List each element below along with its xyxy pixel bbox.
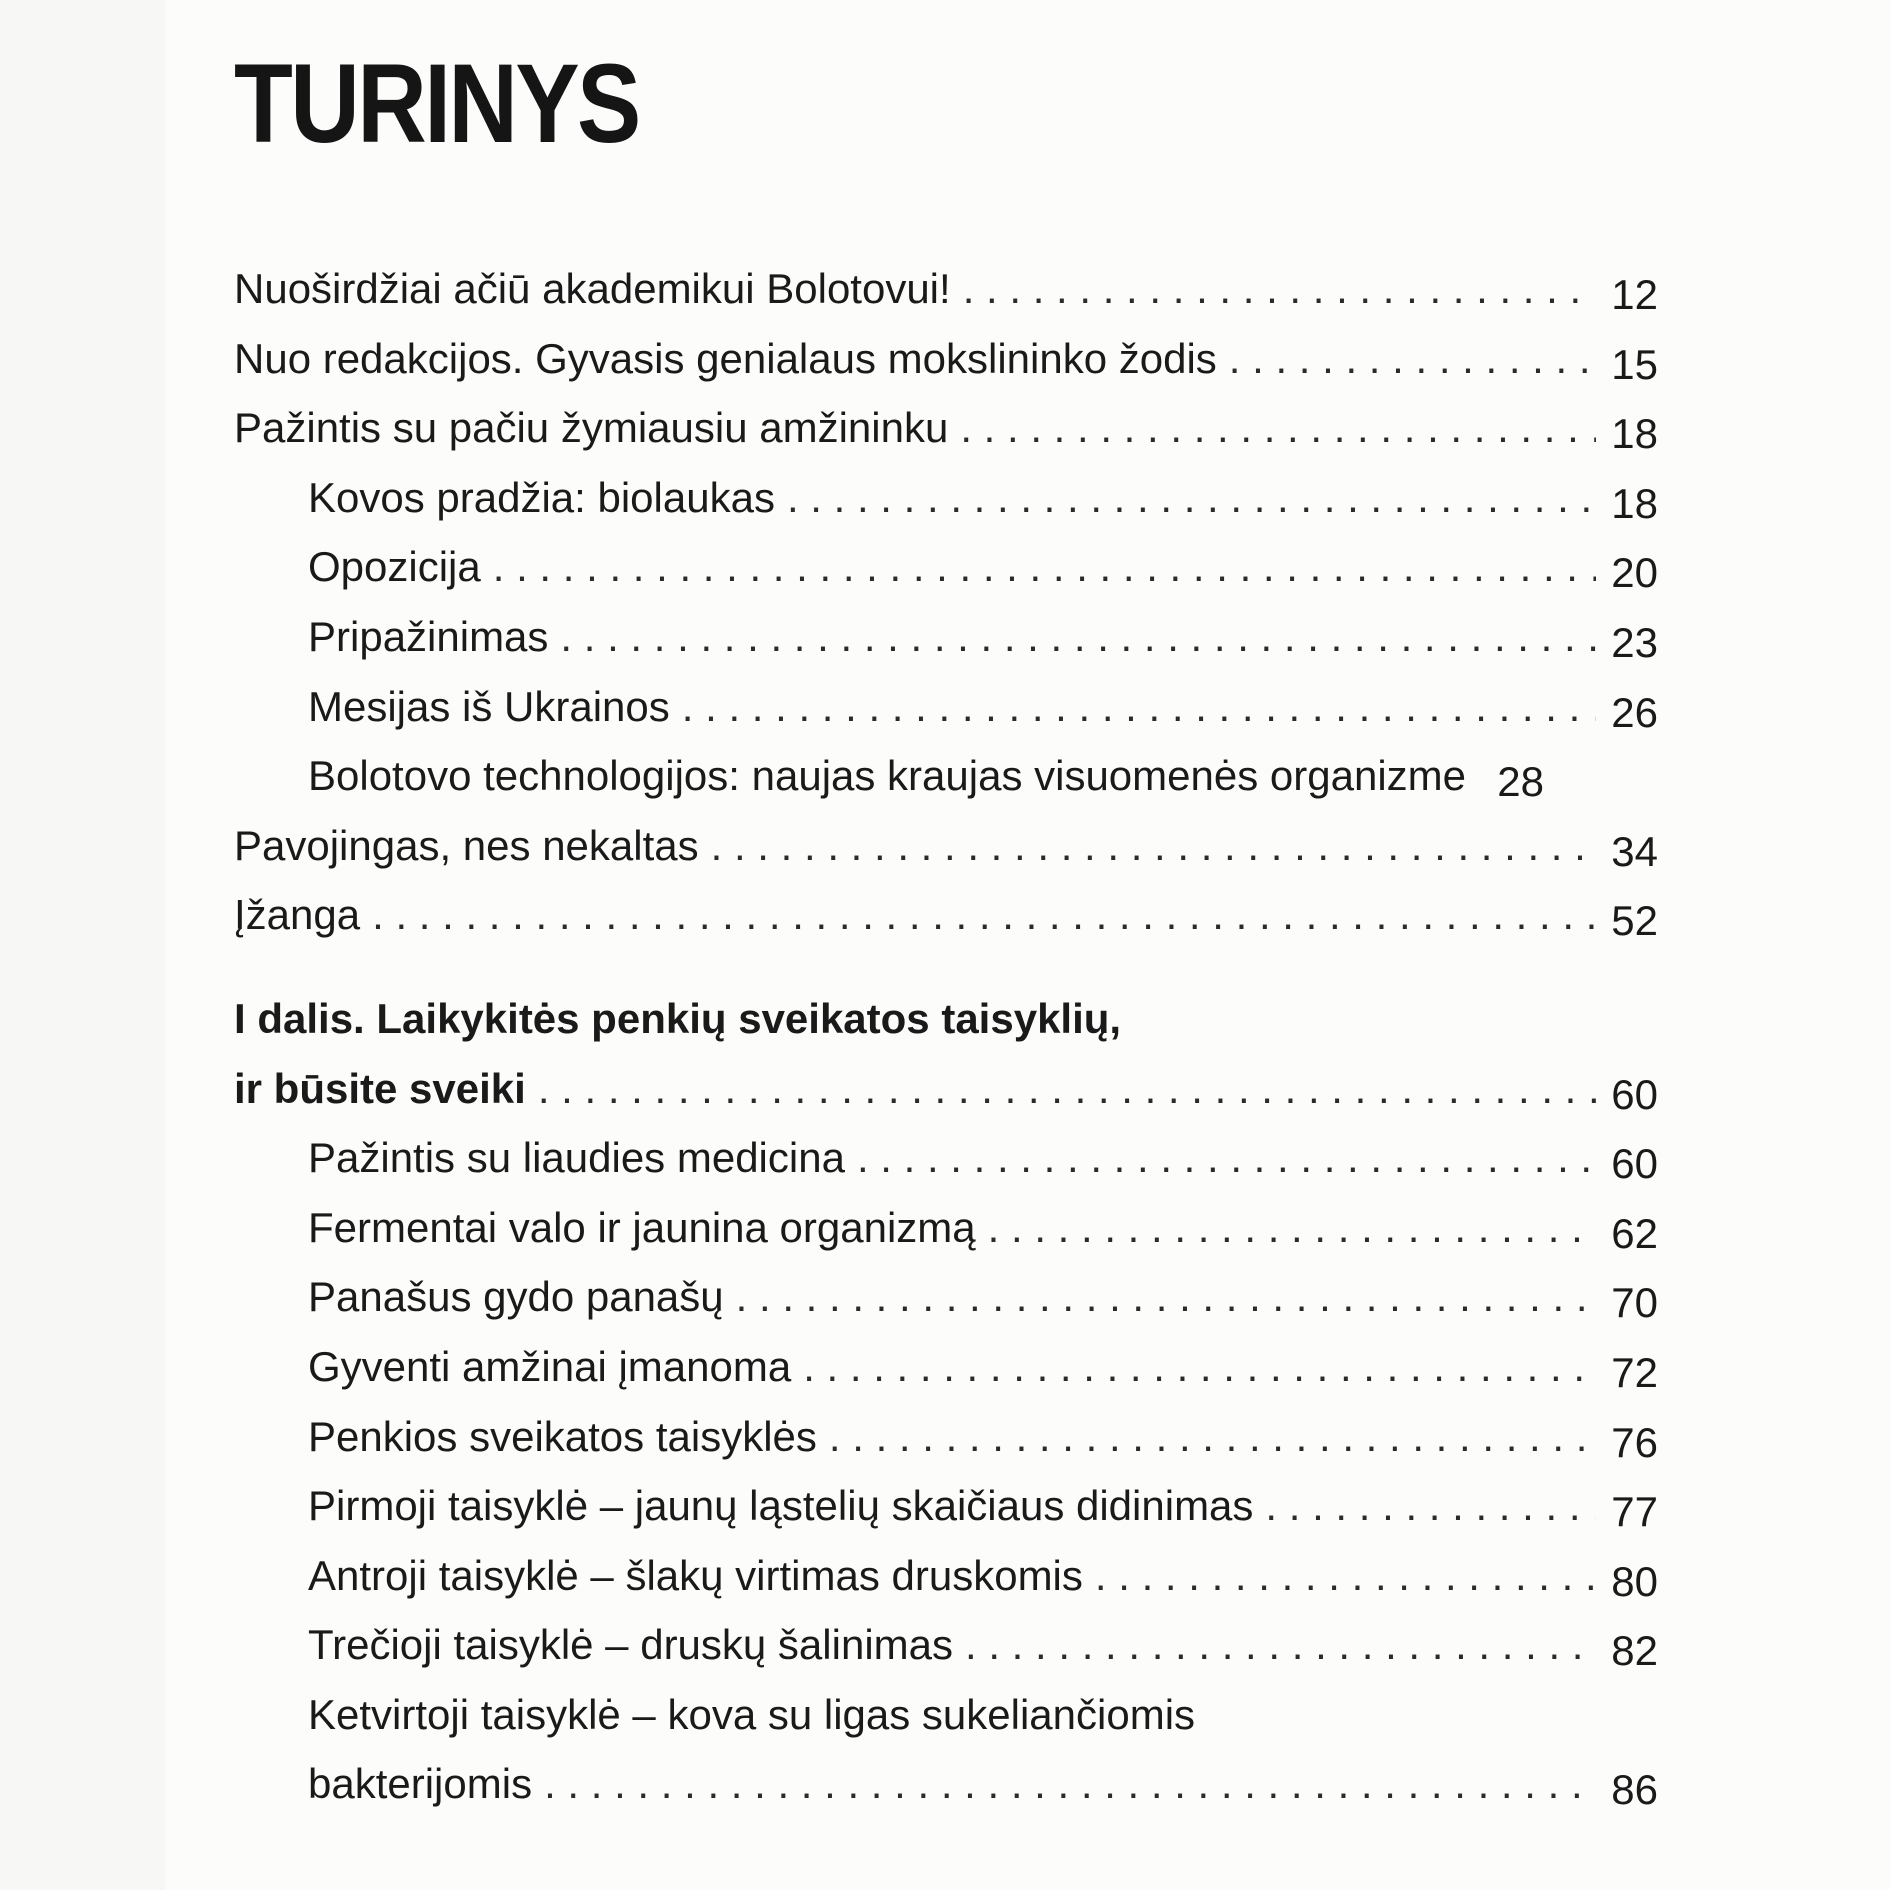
toc-entry-label: Mesijas iš Ukrainos [308,682,670,730]
dot-leader [963,254,1596,324]
part-heading-label: ir būsite sveiki [234,1064,526,1112]
toc-subentry[interactable] [234,1402,1658,1472]
toc-entry-label: Bolotovo technologijos: naujas kraujas visuomenės organizme [308,752,1466,800]
toc-subentry[interactable] [234,602,1658,672]
toc-entry-label: bakterijomis [308,1760,533,1808]
page-title: TURINYS [234,41,639,166]
dot-leader [857,1123,1596,1193]
toc-subentry[interactable] [234,532,1658,602]
toc-subentry[interactable] [234,1541,1658,1611]
toc-entry-label: Antroji taisyklė – šlakų virtimas druskomis [308,1551,1083,1599]
toc-entry-label: Gyventi amžinai įmanoma [308,1342,792,1390]
part-heading-line1[interactable] [234,984,1658,1054]
toc-entry-label: Fermentai valo ir jaunina organizmą [308,1203,976,1251]
toc-entry[interactable] [234,254,1658,324]
toc-subentry[interactable] [234,1332,1658,1402]
toc-subentry[interactable] [234,1193,1658,1263]
part-heading-page: 60 [1611,1070,1658,1118]
toc-entry-label: Panašus gydo panašų [308,1273,724,1321]
toc-entry-page: 34 [1611,827,1658,875]
toc-entry-label: Įžanga [234,891,361,939]
dot-leader [736,1262,1596,1332]
toc-subentry-line1[interactable] [234,1680,1658,1750]
toc-entry-page: 18 [1611,410,1658,458]
toc-subentry[interactable] [234,463,1658,533]
toc-entry[interactable] [234,393,1658,463]
toc-entry-label: Pažintis su pačiu žymiausiu amžininku [234,404,949,452]
dot-leader [803,1332,1596,1402]
dot-leader [960,393,1596,463]
toc-subentry-line2[interactable] [234,1749,1658,1819]
part-heading-label: I dalis. Laikykitės penkių sveikatos taisyklių, [234,994,1122,1042]
toc-entry-page: 20 [1611,549,1658,597]
toc-entry-page: 62 [1611,1209,1658,1257]
toc-entry-page: 77 [1611,1488,1658,1536]
dot-leader [1265,1471,1596,1541]
toc-entry[interactable] [234,880,1658,950]
toc-entry-label: Nuo redakcijos. Gyvasis genialaus mokslininko žodis [234,334,1217,382]
toc-subentry[interactable] [234,1610,1658,1680]
dot-leader [988,1193,1596,1263]
dot-leader [493,532,1596,602]
dot-leader [965,1610,1596,1680]
toc-entry-label: Kovos pradžia: biolaukas [308,473,775,521]
toc-entry-page: 86 [1611,1766,1658,1814]
dot-leader [538,1054,1596,1124]
toc-entry-label: Nuoširdžiai ačiū akademikui Bolotovui! [234,265,951,312]
toc-entry-page: 28 [1497,758,1544,806]
toc-subentry[interactable] [234,672,1658,742]
toc-entry-page: 26 [1611,688,1658,736]
toc-entry-label: Pirmoji taisyklė – jaunų ląstelių skaičiaus didinimas [308,1482,1254,1530]
table-of-contents [234,254,1658,1819]
toc-entry-label: Pripažinimas [308,612,549,660]
toc-entry-label: Opozicija [308,543,481,591]
toc-entry-label: Trečioji taisyklė – druskų šalinimas [308,1621,953,1669]
toc-entry-label: Pavojingas, nes nekaltas [234,821,699,869]
toc-entry[interactable] [234,324,1658,394]
toc-entry-label: Penkios sveikatos taisyklės [308,1412,817,1460]
dot-leader [787,463,1596,533]
toc-entry-page: 15 [1611,340,1658,388]
dot-leader [711,811,1596,881]
part-heading-line2[interactable] [234,1054,1658,1124]
dot-leader [544,1749,1596,1819]
toc-entry-page: 80 [1611,1557,1658,1605]
toc-entry-page: 76 [1611,1418,1658,1466]
toc-subentry[interactable] [234,1262,1658,1332]
dot-leader [682,672,1596,742]
dot-leader [829,1402,1596,1472]
toc-entry-page: 60 [1611,1140,1658,1188]
dot-leader [1229,324,1596,394]
toc-entry-label: Ketvirtoji taisyklė – kova su ligas sukeliančiomis [308,1690,1196,1738]
toc-entry-page: 72 [1611,1348,1658,1396]
toc-entry-page: 52 [1611,897,1658,945]
toc-entry-page: 12 [1611,271,1658,318]
toc-entry-page: 23 [1611,618,1658,666]
toc-subentry[interactable] [234,741,1658,811]
dot-leader [560,602,1596,672]
toc-subentry[interactable] [234,1471,1658,1541]
toc-entry-label: Pažintis su liaudies medicina [308,1134,845,1182]
toc-subentry[interactable] [234,1123,1658,1193]
toc-entry-page: 70 [1611,1279,1658,1327]
toc-entry[interactable] [234,811,1658,881]
dot-leader [372,880,1596,950]
toc-entry-page: 82 [1611,1627,1658,1675]
toc-entry-page: 18 [1611,479,1658,527]
dot-leader [1095,1541,1596,1611]
